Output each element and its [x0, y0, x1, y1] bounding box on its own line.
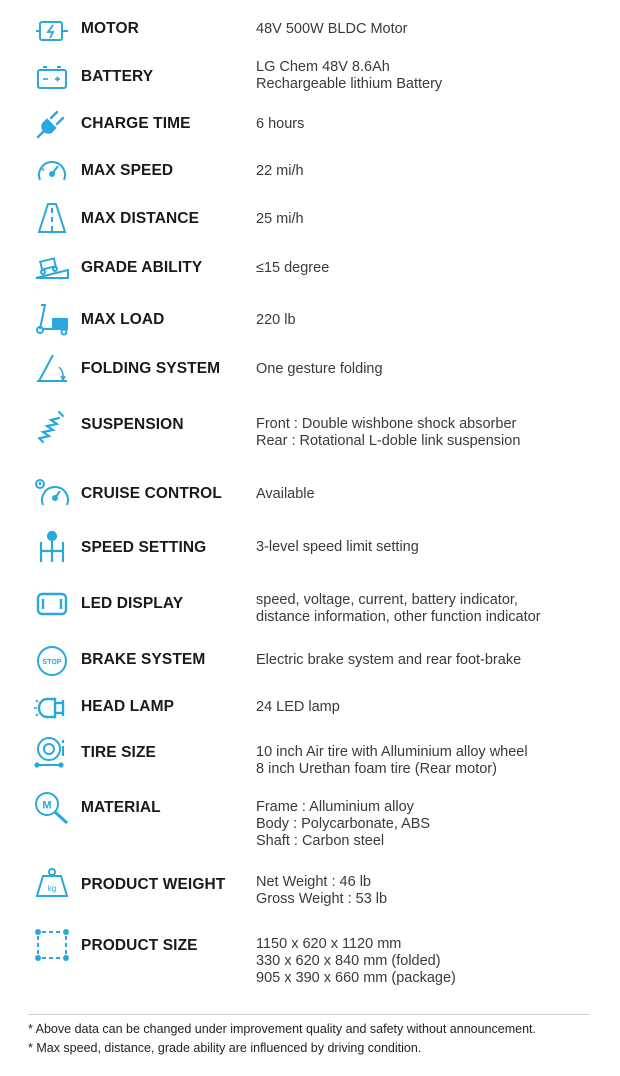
- footer-divider: [28, 1014, 590, 1015]
- spec-value: One gesture folding: [256, 361, 383, 377]
- spec-label: SPEED SETTING: [81, 539, 207, 556]
- material-icon-text: M: [42, 799, 52, 812]
- spec-label: SUSPENSION: [81, 416, 184, 433]
- spec-label: TIRE SIZE: [81, 744, 156, 761]
- spec-value: 22 mi/h: [256, 163, 304, 179]
- spec-label: FOLDING SYSTEM: [81, 360, 221, 377]
- spec-value: ≤15 degree: [256, 260, 330, 276]
- spec-value: 6 hours: [256, 116, 305, 132]
- speedometer-icon: [33, 153, 71, 189]
- footnote-1: * Above data can be changed under improvement quality and safety without announcement.: [28, 1022, 536, 1036]
- spec-label: MATERIAL: [81, 799, 161, 816]
- spec-label: GRADE ABILITY: [81, 259, 203, 276]
- spec-value: Electric brake system and rear foot-brake: [256, 652, 522, 668]
- spec-label: MAX LOAD: [81, 311, 165, 328]
- battery-icon: [33, 60, 71, 96]
- speed-setting-icon: [33, 530, 71, 566]
- slope-icon: [33, 250, 71, 286]
- weight-icon-text: kg: [47, 884, 57, 893]
- spec-label: BRAKE SYSTEM: [81, 651, 206, 668]
- spec-value: 1150 x 620 x 1120 mm 330 x 620 x 840 mm (folded) 905 x 390 x 660 mm (package): [256, 936, 456, 986]
- spec-value: Front : Double wishbone shock absorber Rear : Rotational L-doble link suspension: [256, 416, 521, 449]
- spec-value: speed, voltage, current, battery indicator, distance information, other function indicator: [256, 592, 541, 625]
- spec-value: 10 inch Air tire with Alluminium alloy wheel 8 inch Urethan foam tire (Rear motor): [256, 744, 528, 777]
- spec-label: CRUISE CONTROL: [81, 485, 222, 502]
- folding-icon: [33, 351, 71, 387]
- spec-label: HEAD LAMP: [81, 698, 175, 715]
- spec-value: 3-level speed limit setting: [256, 539, 419, 555]
- display-icon: [33, 586, 71, 622]
- motor-icon: [33, 13, 71, 49]
- spec-value: LG Chem 48V 8.6Ah Rechargeable lithium Battery: [256, 59, 443, 92]
- spec-value: 220 lb: [256, 312, 296, 328]
- stop-icon: [33, 643, 71, 679]
- spec-value: 25 mi/h: [256, 211, 304, 227]
- road-icon: [33, 200, 71, 236]
- head-lamp-icon: [33, 690, 71, 726]
- cruise-icon: [33, 476, 71, 512]
- spec-label: LED DISPLAY: [81, 595, 184, 612]
- spec-label: BATTERY: [81, 68, 154, 85]
- spec-label: CHARGE TIME: [81, 115, 191, 132]
- spec-label: MAX SPEED: [81, 162, 174, 179]
- size-icon: [33, 927, 71, 963]
- scooter-load-icon: [33, 301, 71, 337]
- spec-label: MAX DISTANCE: [81, 210, 200, 227]
- spec-label: PRODUCT SIZE: [81, 937, 198, 954]
- spec-value: 48V 500W BLDC Motor: [256, 21, 408, 37]
- plug-icon: [33, 106, 71, 142]
- stop-icon-text: STOP: [42, 659, 62, 666]
- spec-label: MOTOR: [81, 20, 139, 37]
- spec-label: PRODUCT WEIGHT: [81, 876, 226, 893]
- spring-icon: [33, 408, 71, 444]
- weight-icon: [33, 866, 71, 902]
- spec-value: Frame : Alluminium alloy Body : Polycarbonate, ABS Shaft : Carbon steel: [256, 799, 431, 849]
- spec-value: Available: [256, 486, 315, 502]
- material-icon: [33, 790, 71, 826]
- spec-value: 24 LED lamp: [256, 699, 340, 715]
- footnote-2: * Max speed, distance, grade ability are influenced by driving condition.: [28, 1041, 422, 1055]
- tire-icon: [33, 734, 71, 770]
- spec-value: Net Weight : 46 lb Gross Weight : 53 lb: [256, 874, 388, 907]
